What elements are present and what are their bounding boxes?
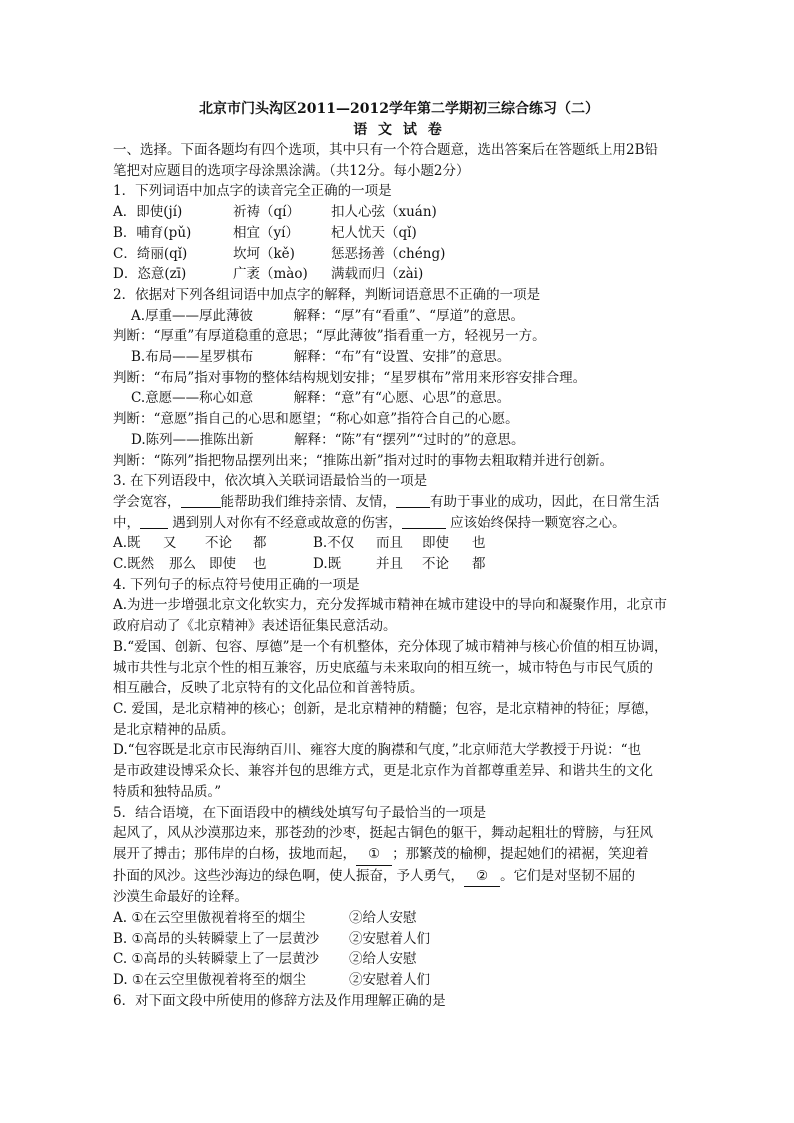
question-5-passage xyxy=(113,844,685,866)
question-4-option-text: 相互融合，反映了北京特有的文化品位和首善特质。 xyxy=(113,680,424,697)
option-label: D.既 xyxy=(313,556,342,573)
question-1-stem: 1．下列词语中加点字的读音完全正确的一项是 xyxy=(113,183,392,200)
option-word: 又 xyxy=(163,535,177,552)
passage-text: 中， xyxy=(113,514,140,531)
question-4-option-text: 城市共性与北京个性的相互兼容，历史底蕴与未来取向的相互统一，城市特色与市民气质的 xyxy=(113,659,653,676)
question-5-option-c xyxy=(113,949,685,970)
option-word: 都 xyxy=(253,535,267,552)
option-word: 坎坷（kě) xyxy=(233,245,295,262)
page-content xyxy=(113,100,685,1012)
option-word: C．绮丽(qǐ) xyxy=(113,245,188,262)
option-word: 不论 xyxy=(422,556,449,573)
question-4-option-text: 特质和独特品质。” xyxy=(113,783,222,800)
question-2-stem: 2．依据对下列各组词语中加点字的解释，判断词语意思不正确的一项是 xyxy=(113,286,541,303)
option-word: 扣人心弦（xuán) xyxy=(331,204,437,221)
answer-blank xyxy=(396,493,430,508)
option-text: ②安慰着人们 xyxy=(349,930,430,947)
answer-blank xyxy=(140,514,168,529)
question-5-option-b xyxy=(113,929,685,950)
question-5-passage: 起风了，风从沙漠那边来，那苍劲的沙枣，挺起古铜色的躯干，舞动起粗壮的臂膀，与狂风 xyxy=(113,825,653,842)
question-4-option-text: B.“爱国、创新、包容、厚德”是一个有机整体，充分体现了城市精神与核心价值的相互协调， xyxy=(113,638,668,655)
question-3-options-ab xyxy=(113,533,685,554)
option-word: 而且 xyxy=(376,535,403,552)
question-4-stem: 4. 下列句子的标点符号使用正确的一项是 xyxy=(113,576,360,593)
question-3-passage xyxy=(113,492,685,513)
option-word: 祈祷（qí） xyxy=(233,204,300,221)
page-subtitle: 语 文 试 卷 xyxy=(353,122,445,138)
answer-blank-2: ② xyxy=(464,866,500,888)
question-4-option-text: D.“包容既是北京市民海纳百川、雍容大度的胸襟和气度，”北京师范大学教授于丹说：“也 xyxy=(113,742,642,759)
question-2-option-c: C.意愿——称心如意 解释：“意”有“心愿、心思”的意思。 xyxy=(131,390,511,407)
question-5-passage: 沙漠生命最好的诠释。 xyxy=(113,889,248,906)
passage-text: ；那繁茂的榆柳，提起她们的裙裾，笑迎着 xyxy=(392,845,649,862)
option-word: 那么 xyxy=(169,556,196,573)
passage-text: 遇到别人对你有不经意或故意的伤害， xyxy=(168,514,402,531)
question-2-judgement-d: 判断：“陈列”指把物品摆列出来；“推陈出新”指对过时的事物去粗取精并进行创新。 xyxy=(113,452,614,469)
option-word: 也 xyxy=(472,535,486,552)
option-text: B. ①高昂的头转瞬蒙上了一层黄沙 xyxy=(113,930,320,947)
question-4-option-text: 是市政建设博采众长、兼容并包的思维方式，更是北京作为首都尊重差异、和谐共生的文化 xyxy=(113,763,653,780)
question-5-option-a xyxy=(113,908,685,929)
option-label: C.既然 xyxy=(113,556,155,573)
option-word: 不论 xyxy=(205,535,232,552)
option-text: ②安慰着人们 xyxy=(349,972,430,989)
question-1-option-d xyxy=(113,264,685,285)
passage-text: 能帮助我们维持亲情、友情， xyxy=(220,493,396,510)
option-text: ②给人安慰 xyxy=(349,910,417,927)
question-2-judgement-c: 判断：“意愿”指自己的心思和愿望；“称心如意”指符合自己的心愿。 xyxy=(113,411,519,428)
question-3-options-cd xyxy=(113,554,685,575)
question-4-option-text: C. 爱国，是北京精神的核心；创新，是北京精神的精髓；包容，是北京精神的特征；厚德， xyxy=(113,700,658,717)
option-text: ②给人安慰 xyxy=(349,951,417,968)
passage-text: 有助于事业的成功，因此，在日常生活 xyxy=(430,493,660,510)
answer-blank xyxy=(181,493,221,508)
option-word: 并且 xyxy=(376,556,403,573)
passage-text: 。它们是对坚韧不屈的 xyxy=(500,867,636,884)
question-1-option-a xyxy=(113,202,685,223)
question-4-option-text: 是北京精神的品质。 xyxy=(113,721,235,738)
question-5-passage xyxy=(113,866,685,888)
option-label: A.既 xyxy=(113,535,141,552)
option-word: B．哺育(pǔ) xyxy=(113,224,192,241)
option-word: 都 xyxy=(472,556,486,573)
option-word: 广袤（mào) xyxy=(233,266,308,283)
page-title: 北京市门头沟区2011—2012学年第二学期初三综合练习（二） xyxy=(199,101,599,117)
option-word: 相宜（yí） xyxy=(233,224,299,241)
question-5-stem: 5．结合语境，在下面语段中的横线处填写句子最恰当的一项是 xyxy=(113,804,487,821)
question-1-option-c xyxy=(113,244,685,265)
answer-blank-1: ① xyxy=(356,844,392,866)
answer-blank xyxy=(402,514,446,529)
section-intro: 一、选择。下面各题均有四个选项，其中只有一个符合题意，选出答案后在答题纸上用2B铅 xyxy=(113,142,659,158)
option-word: 惩恶扬善（chéng) xyxy=(331,245,446,262)
option-label: B.不仅 xyxy=(313,535,355,552)
option-word: D．恣意(zī) xyxy=(113,266,187,283)
section-intro: 笔把对应题目的选项字母涂黑涂满。（共12分。每小题2分） xyxy=(113,162,470,179)
question-2-option-b: B.布局——星罗棋布 解释：“布”有“设置、安排”的意思。 xyxy=(131,349,511,366)
question-5-option-d xyxy=(113,970,685,991)
option-text: C. ①高昂的头转瞬蒙上了一层黄沙 xyxy=(113,951,320,968)
question-4-option-text: A.为进一步增强北京文化软实力，充分发挥城市精神在城市建设中的导向和凝聚作用，北京市 xyxy=(113,597,668,614)
question-6-stem: 6．对下面文段中所使用的修辞方法及作用理解正确的是 xyxy=(113,992,446,1009)
option-word: 即使 xyxy=(422,535,449,552)
option-word: 杞人忧天（qǐ) xyxy=(331,224,417,241)
option-text: D. ①在云空里傲视着将至的烟尘 xyxy=(113,972,307,989)
question-2-judgement-a: 判断：“厚重”有厚道稳重的意思；“厚此薄彼”指看重一方，轻视另一方。 xyxy=(113,328,546,345)
question-4-option-text: 政府启动了《北京精神》表述语征集民意活动。 xyxy=(113,618,397,635)
option-word: 即使 xyxy=(209,556,236,573)
option-word: 满载而归（zài) xyxy=(331,266,424,283)
question-2-option-a: A.厚重——厚此薄彼 解释：“厚”有“看重”、“厚道”的意思。 xyxy=(131,307,524,324)
option-text: A. ①在云空里傲视着将至的烟尘 xyxy=(113,910,306,927)
option-word: A．即使(jí) xyxy=(113,204,183,221)
question-3-stem: 3. 在下列语段中，依次填入关联词语最恰当的一项是 xyxy=(113,473,428,490)
question-2-option-d: D.陈列——推陈出新 解释：“陈”有“摆列”“过时的”的意思。 xyxy=(131,431,525,448)
passage-text: 应该始终保持一颗宽容之心。 xyxy=(445,514,626,531)
passage-text: 展开了搏击；那伟岸的白杨，拔地而起， xyxy=(113,845,356,862)
option-word: 也 xyxy=(253,556,267,573)
question-3-passage xyxy=(113,513,685,534)
passage-text: 学会宽容， xyxy=(113,493,181,510)
question-2-judgement-b: 判断：“布局”指对事物的整体结构规划安排；“星罗棋布”常用来形容安排合理。 xyxy=(113,369,587,386)
question-1-option-b xyxy=(113,223,685,244)
passage-text: 扑面的风沙。这些沙海边的绿色啊，使人振奋，予人勇气， xyxy=(113,867,464,884)
